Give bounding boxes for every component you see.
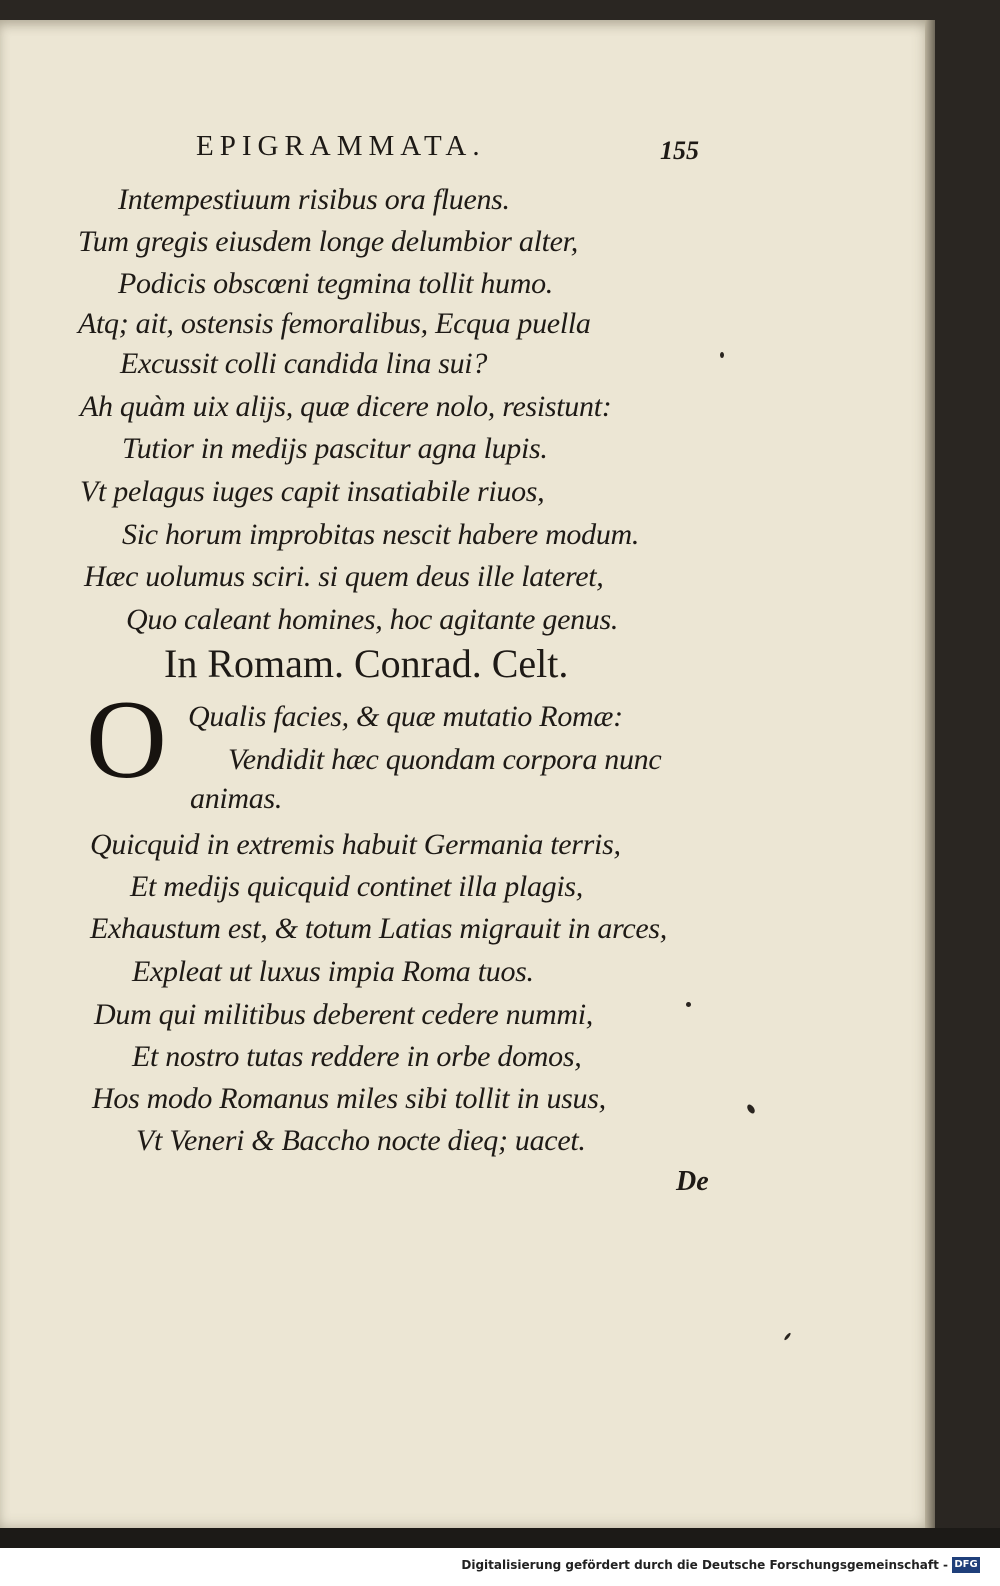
ink-speck (686, 1002, 691, 1007)
verse-line: Expleat ut luxus impia Roma tuos. (132, 955, 534, 988)
funding-notice: Digitalisierung gefördert durch die Deutsche Forschungsgemeinschaft - (461, 1558, 948, 1572)
verse-line: Hæc uolumus sciri. si quem deus ille lateret, (84, 560, 604, 593)
verse-line: Quicquid in extremis habuit Germania terris, (90, 828, 621, 861)
verse-line: Dum qui militibus deberent cedere nummi, (94, 998, 594, 1031)
verse-line: Exhaustum est, & totum Latias migrauit in arces, (90, 912, 667, 945)
verse-line: Podicis obscœni tegmina tollit humo. (118, 267, 554, 300)
scan-bottom-edge (0, 1528, 1000, 1548)
verse-line: Et nostro tutas reddere in orbe domos, (132, 1040, 582, 1073)
poem-title: In Romam. Conrad. Celt. (164, 641, 569, 686)
verse-line: Tum gregis eiusdem longe delumbior alter, (78, 225, 578, 258)
page-number: 155 (660, 136, 699, 165)
ink-speck (720, 352, 724, 358)
verse-line: animas. (190, 782, 283, 815)
verse-line: Excussit colli candida lina sui? (120, 347, 488, 380)
verse-line: Atq; ait, ostensis femoralibus, Ecqua puella (78, 307, 591, 340)
catchword: De (676, 1166, 709, 1197)
verse-line: Tutior in medijs pascitur agna lupis. (122, 432, 548, 465)
verse-line: Qualis facies, & quæ mutatio Romæ: (188, 700, 623, 733)
verse-line: Hos modo Romanus miles sibi tollit in usus, (92, 1082, 606, 1115)
verse-line: Intempestiuum risibus ora fluens. (118, 183, 510, 216)
verse-line: Vt pelagus iuges capit insatiabile riuos, (80, 475, 545, 508)
page-edge (925, 20, 935, 1528)
running-header: EPIGRAMMATA. (196, 130, 486, 162)
verse-line: Vendidit hæc quondam corpora nunc (228, 743, 662, 776)
footer-bar (0, 1548, 1000, 1586)
verse-line: Quo caleant homines, hoc agitante genus. (126, 603, 619, 636)
drop-cap: O (86, 678, 167, 802)
verse-line: Et medijs quicquid continet illa plagis, (130, 870, 583, 903)
verse-line: Sic horum improbitas nescit habere modum. (122, 518, 640, 551)
dfg-logo: DFG (952, 1557, 980, 1573)
verse-line: Ah quàm uix alijs, quæ dicere nolo, resistunt: (80, 390, 612, 423)
verse-line: Vt Veneri & Baccho nocte dieq; uacet. (136, 1124, 586, 1157)
